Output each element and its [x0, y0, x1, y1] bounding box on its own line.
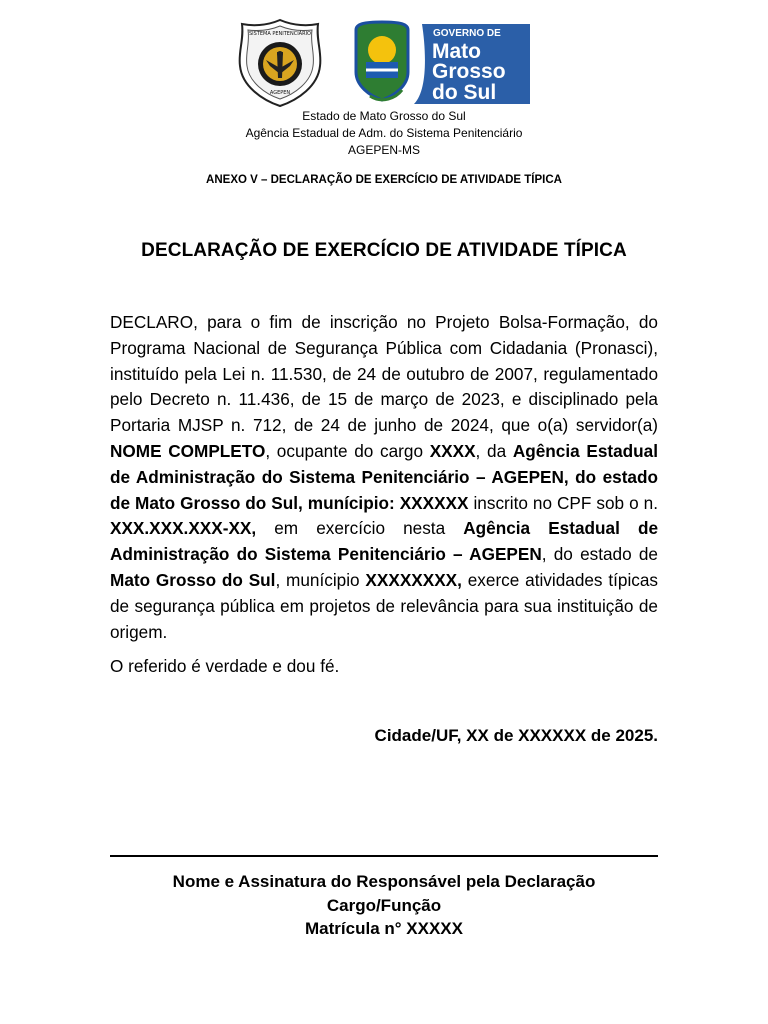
signature-role-label: Cargo/Função — [326, 895, 442, 915]
gov-logo-line2: Mato — [432, 40, 481, 63]
closing-statement: O referido é verdade e dou fé. — [110, 656, 340, 676]
annex-title: ANEXO V – DECLARAÇÃO DE EXERCÍCIO DE ATIVIDADE TÍPICA — [206, 174, 562, 186]
cpf-number: XXX.XXX.XXX-XX, — [110, 518, 257, 539]
sun-emblem-icon — [368, 36, 396, 64]
agency-full: Agência Estadual de Administração do Sistema Penitenciário – AGEPEN, do estado de Mato Grosso do Sul, munícipio: XXXXXX — [110, 440, 658, 513]
header-text — [0, 108, 768, 159]
servant-name: NOME COMPLETO — [110, 440, 266, 461]
body-text-8: exerce atividades típicas de segurança pública em projetos de relevância para sua instituição de origem. — [110, 569, 659, 642]
governo-ms-logo — [342, 20, 532, 106]
badge-top-text: SISTEMA PENITENCIÁRIO — [249, 31, 311, 37]
gov-logo-line3: Grosso — [432, 60, 506, 83]
signature-line — [110, 855, 658, 857]
document-title: DECLARAÇÃO DE EXERCÍCIO DE ATIVIDADE TÍPICA — [141, 240, 627, 261]
header-agency: Agência Estadual de Adm. do Sistema Penitenciário — [245, 126, 523, 140]
signature-registration-label: Matrícula n° XXXXX — [305, 919, 463, 938]
signature-name-label: Nome e Assinatura do Responsável pela Declaração — [172, 872, 596, 891]
servant-cargo: XXXX — [429, 440, 476, 461]
header-logos — [0, 18, 768, 110]
date-line: Cidade/UF, XX de XXXXXX de 2025. — [374, 726, 658, 745]
agepen-badge-icon — [236, 18, 324, 108]
body-text-4: inscrito no CPF sob o n. — [468, 492, 658, 513]
header-state: Estado de Mato Grosso do Sul — [302, 109, 466, 123]
state-name: Mato Grosso do Sul — [110, 569, 276, 590]
gov-logo-line4: do Sul — [432, 81, 497, 104]
declaration-body — [110, 310, 658, 645]
municipio: XXXXXXXX, — [365, 569, 462, 590]
body-text-6: , do estado de — [541, 544, 658, 565]
signature-block — [0, 870, 768, 941]
body-text-5: em exercício nesta — [256, 518, 464, 539]
gov-logo-line1: GOVERNO DE — [433, 28, 501, 39]
header-acronym: AGEPEN-MS — [347, 143, 420, 157]
body-text-2: , ocupante do cargo — [265, 440, 430, 461]
agency-short: Agência Estadual de Administração do Sistema Penitenciário – AGEPEN — [110, 518, 658, 565]
badge-bottom-text: AGEPEN — [269, 90, 291, 96]
body-text-7: , munícipio — [275, 569, 366, 590]
body-text-1: DECLARO, para o fim de inscrição no Projeto Bolsa-Formação, do Programa Nacional de Segurança Pública com Cidadania (Pronasci), instituído pela Lei n. 11.530, de 24 de outubro de 2007, regulamentado pelo Decreto n. 11.436, de 15 de março de 2023, e disciplinado pela Portaria MJSP n. 712, de 24 de junho de 2024, que o(a) servidor(a) — [110, 312, 658, 436]
body-text-3: , da — [475, 440, 513, 461]
